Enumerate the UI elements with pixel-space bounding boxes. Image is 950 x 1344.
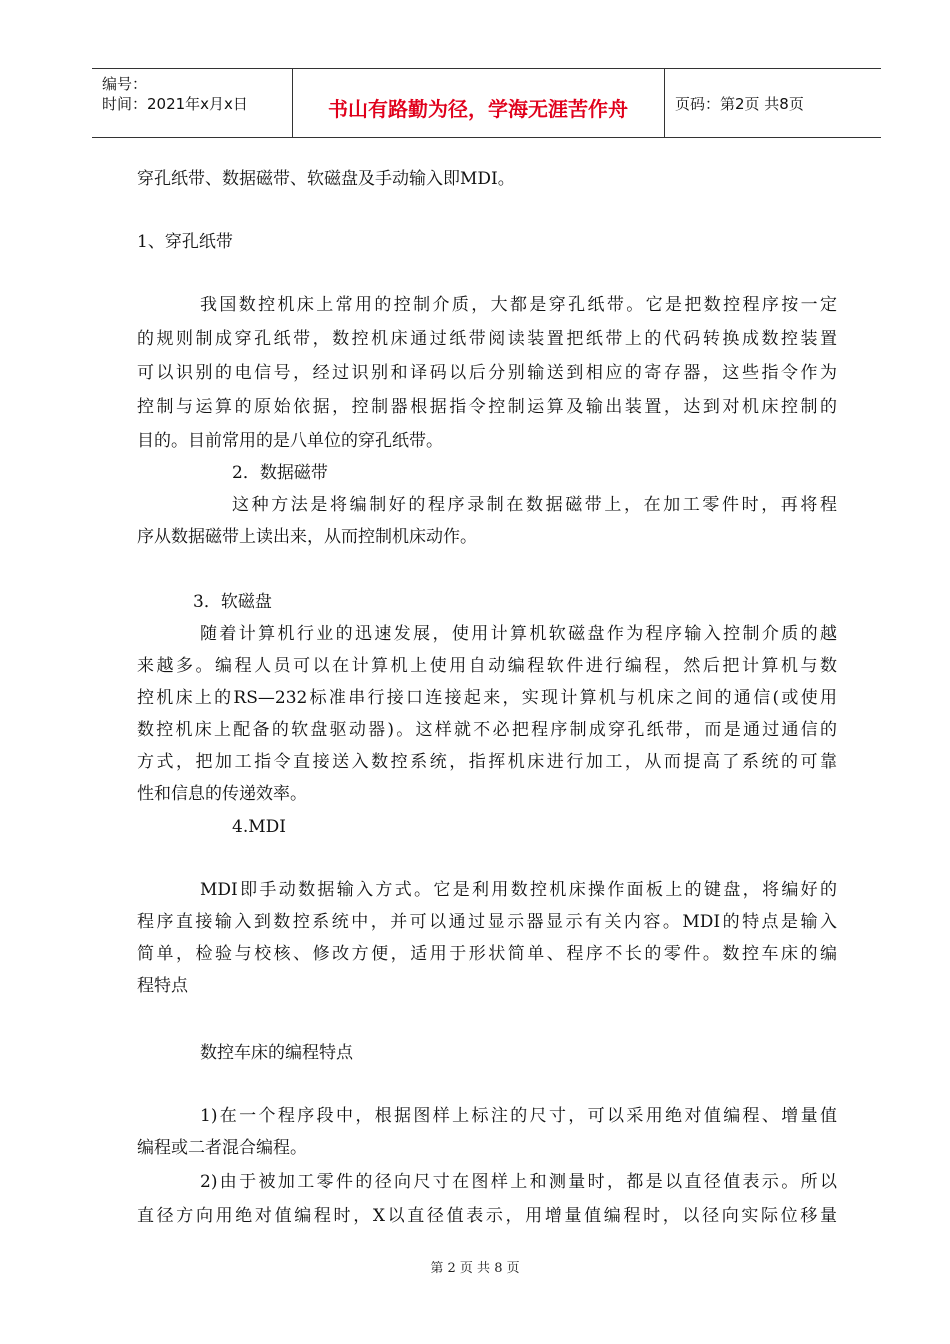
paragraph-line: 程特点: [137, 976, 188, 996]
document-time-label: 时间：2021年x月x日: [102, 95, 248, 113]
header-page-number: 页码：第2页 共8页: [675, 95, 804, 113]
paragraph-line: 随着计算机行业的迅速发展，使用计算机软磁盘作为程序输入控制介质的越: [200, 624, 837, 644]
document-code-label: 编号：: [102, 75, 148, 93]
section-heading-punched-tape: 1、穿孔纸带: [137, 232, 233, 252]
paragraph-line: 直径方向用绝对值编程时，X以直径值表示，用增量值编程时，以径向实际位移量: [137, 1206, 837, 1226]
header-page-cell: [665, 69, 881, 137]
paragraph-line: 序从数据磁带上读出来，从而控制机床动作。: [137, 527, 477, 547]
section-heading-lathe-programming: 数控车床的编程特点: [200, 1043, 353, 1063]
page-header: [92, 68, 881, 138]
paragraph-line: 控机床上的RS—232标准串行接口连接起来，实现计算机与机床之间的通信(或使用: [137, 688, 837, 708]
paragraph-line: 我国数控机床上常用的控制介质，大都是穿孔纸带。它是把数控程序按一定: [200, 295, 837, 315]
paragraph-line: 这种方法是将编制好的程序录制在数据磁带上，在加工零件时，再将程: [232, 495, 837, 515]
paragraph-line: 编程或二者混合编程。: [137, 1138, 307, 1158]
page-footer: 第 2 页 共 8 页: [430, 1261, 520, 1276]
paragraph-line: 1)在一个程序段中，根据图样上标注的尺寸，可以采用绝对值编程、增量值: [200, 1106, 837, 1126]
section-heading-data-tape: 2．数据磁带: [232, 463, 328, 483]
paragraph-line: 性和信息的传递效率。: [137, 784, 307, 804]
paragraph-line: 方式，把加工指令直接送入数控系统，指挥机床进行加工，从而提高了系统的可靠: [137, 752, 837, 772]
paragraph-line: 来越多。编程人员可以在计算机上使用自动编程软件进行编程，然后把计算机与数: [137, 656, 837, 676]
intro-line: 穿孔纸带、数据磁带、软磁盘及手动输入即MDI。: [137, 169, 515, 189]
header-meta-cell: [92, 69, 293, 137]
paragraph-line: 的规则制成穿孔纸带，数控机床通过纸带阅读装置把纸带上的代码转换成数控装置: [137, 329, 837, 349]
paragraph-line: 可以识别的电信号，经过识别和译码以后分别输送到相应的寄存器，这些指令作为: [137, 363, 837, 383]
header-motto: 书山有路勤为径，学海无涯苦作舟: [328, 97, 628, 121]
paragraph-line: 简单，检验与校核、修改方便，适用于形状简单、程序不长的零件。数控车床的编: [137, 944, 837, 964]
header-motto-cell: [292, 69, 665, 137]
section-heading-floppy-disk: 3．软磁盘: [193, 592, 272, 612]
paragraph-line: 目的。目前常用的是八单位的穿孔纸带。: [137, 431, 443, 451]
paragraph-line: 2)由于被加工零件的径向尺寸在图样上和测量时，都是以直径值表示。所以: [200, 1172, 837, 1192]
paragraph-line: MDI即手动数据输入方式。它是利用数控机床操作面板上的键盘，将编好的: [200, 880, 837, 900]
paragraph-line: 控制与运算的原始依据，控制器根据指令控制运算及输出装置，达到对机床控制的: [137, 397, 837, 417]
section-heading-mdi: 4.MDI: [232, 817, 286, 837]
paragraph-line: 程序直接输入到数控系统中，并可以通过显示器显示有关内容。MDI的特点是输入: [137, 912, 837, 932]
paragraph-line: 数控机床上配备的软盘驱动器)。这样就不必把程序制成穿孔纸带，而是通过通信的: [137, 720, 837, 740]
